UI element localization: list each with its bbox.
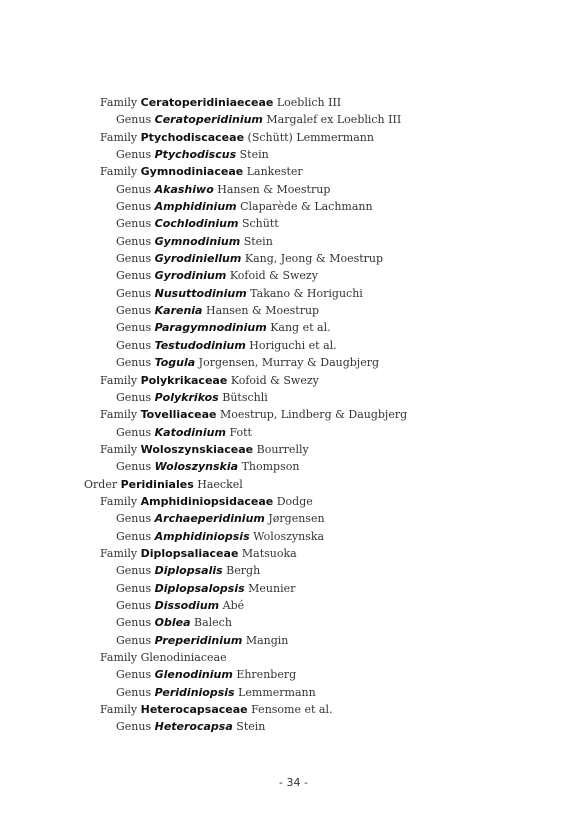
- taxon-rank: Genus: [116, 113, 152, 127]
- taxon-author: Hansen & Moestrup: [205, 304, 320, 318]
- taxon-entry-24: [0, 510, 587, 527]
- taxon-rank: Genus: [116, 321, 152, 335]
- taxon-rank: Family: [100, 130, 138, 144]
- taxon-author: Moestrup, Lindberg & Daugbjerg: [219, 408, 408, 422]
- taxon-name: Preperidinium: [154, 633, 243, 647]
- taxon-name: Paragymnodinium: [154, 321, 267, 335]
- taxon-author: Stein: [239, 148, 269, 162]
- taxon-entry-27: [0, 562, 587, 579]
- taxon-author: Lemmermann: [238, 685, 316, 699]
- taxon-entry-4: [0, 163, 587, 180]
- taxon-author: Woloszynska: [253, 529, 325, 543]
- taxon-entry-11: [0, 285, 587, 302]
- taxon-name: Woloszynskiaceae: [140, 442, 254, 456]
- page-number: - 34 -: [279, 776, 308, 789]
- taxon-name: Ptychodiscaceae: [140, 130, 245, 144]
- taxon-entry-30: [0, 614, 587, 631]
- taxon-entry-7: [0, 215, 587, 232]
- taxon-entry-14: [0, 337, 587, 354]
- taxon-entry-9: [0, 250, 587, 267]
- taxon-name: Akashiwo: [154, 182, 214, 196]
- taxon-author: Horiguchi et al.: [249, 338, 337, 352]
- taxon-author: Fott: [229, 425, 252, 439]
- taxon-name: Woloszynskia: [154, 460, 239, 474]
- taxon-author: Abé: [222, 598, 245, 612]
- taxon-list: [0, 94, 587, 736]
- taxon-author: Jorgensen, Murray & Daugbjerg: [198, 356, 380, 370]
- taxon-rank: Genus: [116, 182, 152, 196]
- taxon-rank: Genus: [116, 269, 152, 283]
- taxon-author: Matsuoka: [241, 546, 297, 560]
- taxon-rank: Genus: [116, 460, 152, 474]
- taxon-rank: Genus: [116, 685, 152, 699]
- taxon-name: Heterocapsa: [154, 720, 233, 734]
- taxon-rank: Genus: [116, 616, 152, 630]
- taxon-author: Margalef ex Loeblich III: [266, 113, 402, 127]
- taxon-rank: Genus: [116, 720, 152, 734]
- taxon-author: Glenodiniaceae: [140, 651, 227, 664]
- taxon-name: Amphidinium: [154, 200, 237, 214]
- taxon-author: Bourrelly: [256, 442, 309, 456]
- taxon-name: Gyrodinium: [154, 269, 227, 283]
- taxon-author: Takano & Horiguchi: [250, 286, 363, 300]
- taxon-name: Gymnodinium: [154, 234, 241, 248]
- taxon-name: Testudodinium: [154, 338, 246, 352]
- taxon-author: Kofoid & Swezy: [230, 373, 319, 387]
- taxon-name: Diplopsaliaceae: [140, 546, 239, 560]
- taxon-entry-6: [0, 198, 587, 215]
- taxon-entry-26: [0, 545, 587, 562]
- taxon-rank: Genus: [116, 304, 152, 318]
- taxon-rank: Genus: [116, 633, 152, 647]
- taxon-entry-13: [0, 319, 587, 336]
- taxon-rank: Family: [100, 651, 138, 664]
- taxon-entry-8: [0, 233, 587, 250]
- taxon-author: Claparède & Lachmann: [240, 200, 373, 214]
- taxon-entry-25: [0, 528, 587, 545]
- taxon-rank: Genus: [116, 668, 152, 682]
- taxon-rank: Genus: [116, 148, 152, 162]
- taxon-name: Gymnodiniaceae: [140, 165, 244, 179]
- taxon-rank: Genus: [116, 234, 152, 248]
- taxon-author: Dodge: [276, 494, 313, 508]
- taxon-name: Togula: [154, 356, 196, 370]
- taxon-entry-15: [0, 354, 587, 371]
- taxon-name: Diplopsalis: [154, 564, 223, 578]
- taxon-rank: Genus: [116, 338, 152, 352]
- taxon-rank: Genus: [116, 356, 152, 370]
- taxon-entry-1: [0, 111, 587, 128]
- taxon-author: Fensome et al.: [251, 703, 333, 717]
- taxon-name: Oblea: [154, 616, 191, 630]
- taxon-rank: Genus: [116, 200, 152, 214]
- taxon-name: Ptychodiscus: [154, 148, 237, 162]
- taxon-rank: Family: [100, 703, 138, 717]
- taxon-entry-35: [0, 701, 587, 718]
- taxon-entry-16: [0, 372, 587, 389]
- taxon-rank: Family: [100, 546, 138, 560]
- taxon-name: Heterocapsaceae: [140, 703, 248, 717]
- taxon-entry-3: [0, 146, 587, 163]
- taxon-name: Karenia: [154, 304, 203, 318]
- taxon-rank: Family: [100, 442, 138, 456]
- taxon-name: Glenodinium: [154, 668, 233, 682]
- taxon-entry-0: [0, 94, 587, 111]
- taxon-name: Amphidiniopsis: [154, 529, 250, 543]
- taxon-author: Hansen & Moestrup: [217, 182, 331, 196]
- taxon-entry-20: [0, 441, 587, 458]
- taxon-name: Tovelliaceae: [140, 408, 217, 422]
- taxon-author: Bütschli: [222, 390, 268, 404]
- taxon-rank: Family: [100, 165, 138, 179]
- taxon-entry-29: [0, 597, 587, 614]
- taxon-rank: Family: [100, 408, 138, 422]
- taxon-entry-28: [0, 580, 587, 597]
- taxon-name: Diplopsalopsis: [154, 581, 245, 595]
- taxon-author: Stein: [236, 720, 266, 734]
- taxon-entry-22: [0, 476, 587, 493]
- taxon-entry-2: [0, 129, 587, 146]
- taxon-rank: Genus: [116, 598, 152, 612]
- taxon-entry-10: [0, 267, 587, 284]
- taxon-author: Jørgensen: [268, 512, 325, 526]
- taxon-entry-32: [0, 649, 587, 666]
- taxon-author: Thompson: [241, 460, 300, 474]
- taxon-entry-18: [0, 406, 587, 423]
- taxon-author: Schütt: [241, 217, 279, 231]
- taxon-rank: Genus: [116, 217, 152, 231]
- taxon-author: Kang et al.: [270, 321, 331, 335]
- taxon-author: Balech: [194, 616, 232, 630]
- taxon-rank: Genus: [116, 252, 152, 266]
- taxon-entry-34: [0, 684, 587, 701]
- taxon-entry-5: [0, 181, 587, 198]
- taxon-name: Dissodium: [154, 598, 220, 612]
- taxon-name: Katodinium: [154, 425, 226, 439]
- taxon-name: Polykrikaceae: [140, 373, 228, 387]
- taxon-name: Ceratoperidinium: [154, 113, 263, 127]
- taxon-name: Polykrikos: [154, 390, 219, 404]
- taxon-entry-31: [0, 632, 587, 649]
- taxon-author: Mangin: [245, 633, 289, 647]
- taxon-author: Lankester: [246, 165, 303, 179]
- taxon-entry-21: [0, 458, 587, 475]
- taxon-rank: Genus: [116, 529, 152, 543]
- taxon-author: Meunier: [248, 581, 296, 595]
- taxon-rank: Genus: [116, 425, 152, 439]
- taxon-author: Loeblich III: [276, 96, 342, 109]
- taxon-rank: Genus: [116, 564, 152, 578]
- taxon-author: Kang, Jeong & Moestrup: [244, 252, 384, 266]
- taxon-entry-23: [0, 493, 587, 510]
- taxon-name: Ceratoperidiniaeceae: [140, 96, 274, 109]
- taxon-rank: Genus: [116, 390, 152, 404]
- taxon-author: (Schütt) Lemmermann: [247, 130, 374, 144]
- taxon-rank: Order: [84, 477, 118, 491]
- taxon-rank: Genus: [116, 512, 152, 526]
- taxon-name: Archaeperidinium: [154, 512, 265, 526]
- taxon-name: Cochlodinium: [154, 217, 239, 231]
- taxon-entry-17: [0, 389, 587, 406]
- taxon-author: Haeckel: [197, 477, 243, 491]
- taxon-name: Nusuttodinium: [154, 286, 247, 300]
- taxon-author: Ehrenberg: [236, 668, 297, 682]
- taxon-name: Gyrodiniellum: [154, 252, 242, 266]
- taxon-name: Amphidiniopsidaceae: [140, 494, 274, 508]
- taxon-rank: Genus: [116, 581, 152, 595]
- taxon-rank: Family: [100, 373, 138, 387]
- taxon-name: Peridiniales: [120, 477, 194, 491]
- taxon-entry-12: [0, 302, 587, 319]
- taxon-rank: Family: [100, 96, 138, 109]
- taxon-entry-19: [0, 424, 587, 441]
- taxon-name: Peridiniopsis: [154, 685, 235, 699]
- taxon-rank: Family: [100, 494, 138, 508]
- taxon-author: Bergh: [226, 564, 261, 578]
- taxon-author: Stein: [243, 234, 273, 248]
- taxon-rank: Genus: [116, 286, 152, 300]
- taxon-author: Kofoid & Swezy: [229, 269, 318, 283]
- taxon-entry-33: [0, 666, 587, 683]
- taxon-entry-36: [0, 718, 587, 735]
